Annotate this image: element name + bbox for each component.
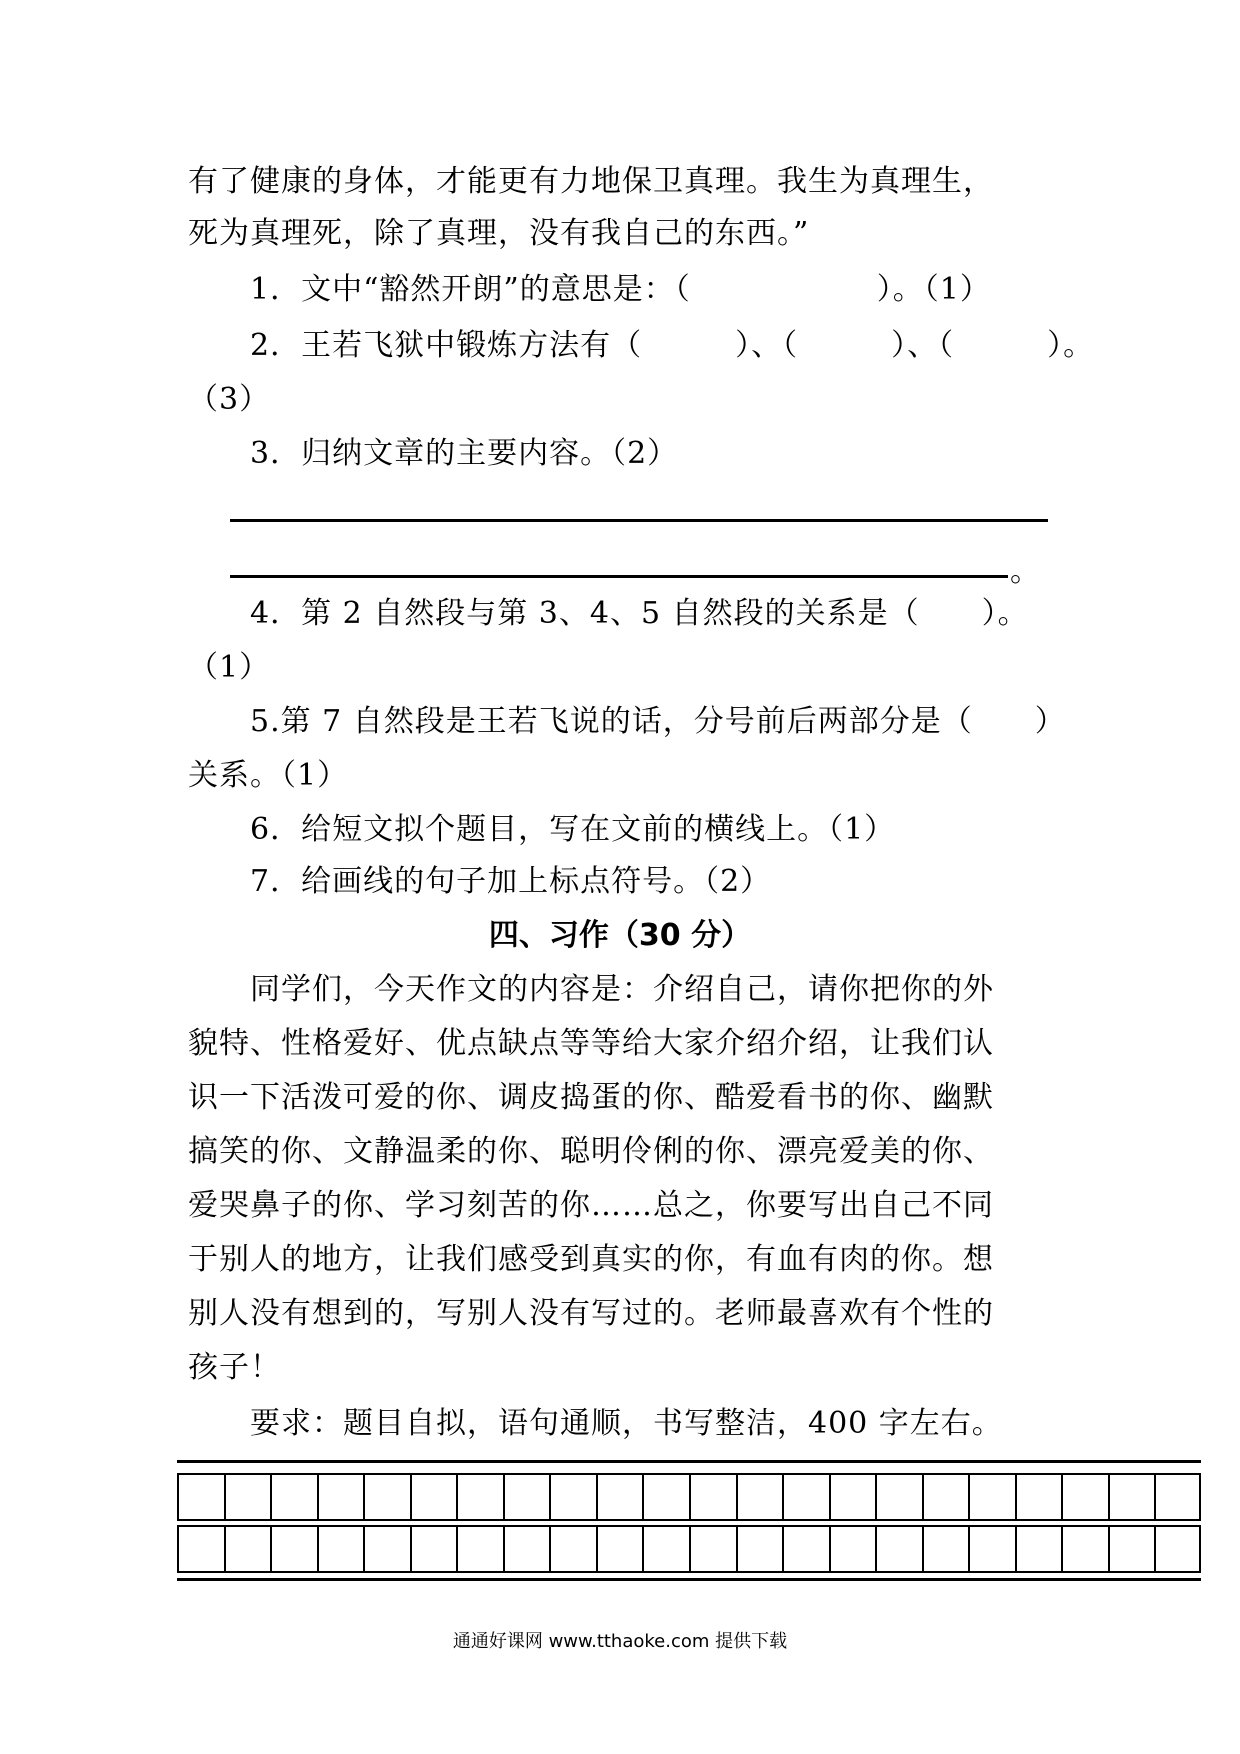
passage-line-2: 死为真理死，除了真理，没有我自己的东西。” [188,216,810,251]
grid-cell [922,1475,924,1519]
writing-grid [177,1460,1201,1581]
grid-cell [642,1475,644,1519]
grid-cell [689,1475,691,1519]
grid-row-2 [177,1525,1201,1573]
footer-text: 通通好课网 www.tthaoke.com 提供下载 [452,1631,788,1652]
grid-cell [1199,1527,1201,1571]
grid-cell [968,1527,970,1571]
grid-cell [829,1475,831,1519]
essay-prompt-line-6: 于别人的地方，让我们感受到真实的你，有血有肉的你。想 [188,1242,994,1277]
grid-cell [317,1527,319,1571]
question-6: 6．给短文拟个题目，写在文前的横线上。（1） [250,812,896,847]
essay-prompt-line-8: 孩子！ [188,1350,281,1385]
grid-cell [317,1475,319,1519]
answer-line-end: 。 [1010,554,1041,589]
grid-cell [1061,1475,1063,1519]
question-7: 7．给画线的句子加上标点符号。（2） [250,864,772,899]
essay-prompt-line-3: 识一下活泼可爱的你、调皮捣蛋的你、酷爱看书的你、幽默 [188,1080,994,1115]
grid-cell [363,1475,365,1519]
question-2-score: （3） [188,382,271,417]
grid-cell [1108,1475,1110,1519]
grid-cell [1154,1475,1156,1519]
question-2: 2．王若飞狱中锻炼方法有（ ）、（ ）、（ ）。 [250,328,1095,363]
grid-cell [642,1527,644,1571]
essay-prompt-line-1: 同学们，今天作文的内容是：介绍自己，请你把你的外 [250,972,994,1007]
grid-cell [736,1527,738,1571]
question-4-score: （1） [188,650,271,685]
grid-cell [1015,1527,1017,1571]
grid-cell [782,1475,784,1519]
grid-cell [503,1527,505,1571]
grid-cell [410,1475,412,1519]
grid-cell [224,1475,226,1519]
question-4: 4．第 2 自然段与第 3、4、5 自然段的关系是（ ）。 [250,596,1029,631]
answer-line-1 [230,519,1048,522]
grid-cell [549,1475,551,1519]
grid-cell [270,1475,272,1519]
grid-cell [968,1475,970,1519]
grid-cell [177,1475,179,1519]
grid-cell [736,1475,738,1519]
question-1: 1．文中“豁然开朗”的意思是：（ ）。（1） [250,272,991,307]
grid-cell [224,1527,226,1571]
grid-cell [410,1527,412,1571]
grid-cell [177,1527,179,1571]
section-heading: 四、习作（30 分） [488,918,752,953]
essay-prompt-line-5: 爱哭鼻子的你、学习刻苦的你……总之，你要写出自己不同 [188,1188,994,1223]
grid-cell [270,1527,272,1571]
grid-row-1 [177,1473,1201,1521]
grid-cell [363,1527,365,1571]
grid-cell [1061,1527,1063,1571]
answer-line-2 [230,575,1008,578]
grid-cell [503,1475,505,1519]
grid-cell [549,1527,551,1571]
question-3: 3．归纳文章的主要内容。（2） [250,436,679,471]
grid-cell [1199,1475,1201,1519]
grid-cell [596,1527,598,1571]
grid-cell [782,1527,784,1571]
passage-line-1: 有了健康的身体，才能更有力地保卫真理。我生为真理生， [188,164,994,199]
grid-cell [456,1475,458,1519]
grid-cell [829,1527,831,1571]
grid-cell [922,1527,924,1571]
question-5: 5.第 7 自然段是王若飞说的话，分号前后两部分是（ ） [250,704,1066,739]
essay-prompt-line-7: 别人没有想到的，写别人没有写过的。老师最喜欢有个性的 [188,1296,994,1331]
grid-cell [596,1475,598,1519]
essay-prompt-line-4: 搞笑的你、文静温柔的你、聪明伶俐的你、漂亮爱美的你、 [188,1134,994,1169]
essay-requirement: 要求：题目自拟，语句通顺，书写整洁，400 字左右。 [250,1406,1003,1441]
grid-cell [875,1527,877,1571]
question-5-cont: 关系。（1） [188,758,349,793]
grid-cell [689,1527,691,1571]
grid-cell [456,1527,458,1571]
grid-cell [1154,1527,1156,1571]
grid-cell [1108,1527,1110,1571]
grid-cell [875,1475,877,1519]
essay-prompt-line-2: 貌特、性格爱好、优点缺点等等给大家介绍介绍，让我们认 [188,1026,994,1061]
grid-cell [1015,1475,1017,1519]
